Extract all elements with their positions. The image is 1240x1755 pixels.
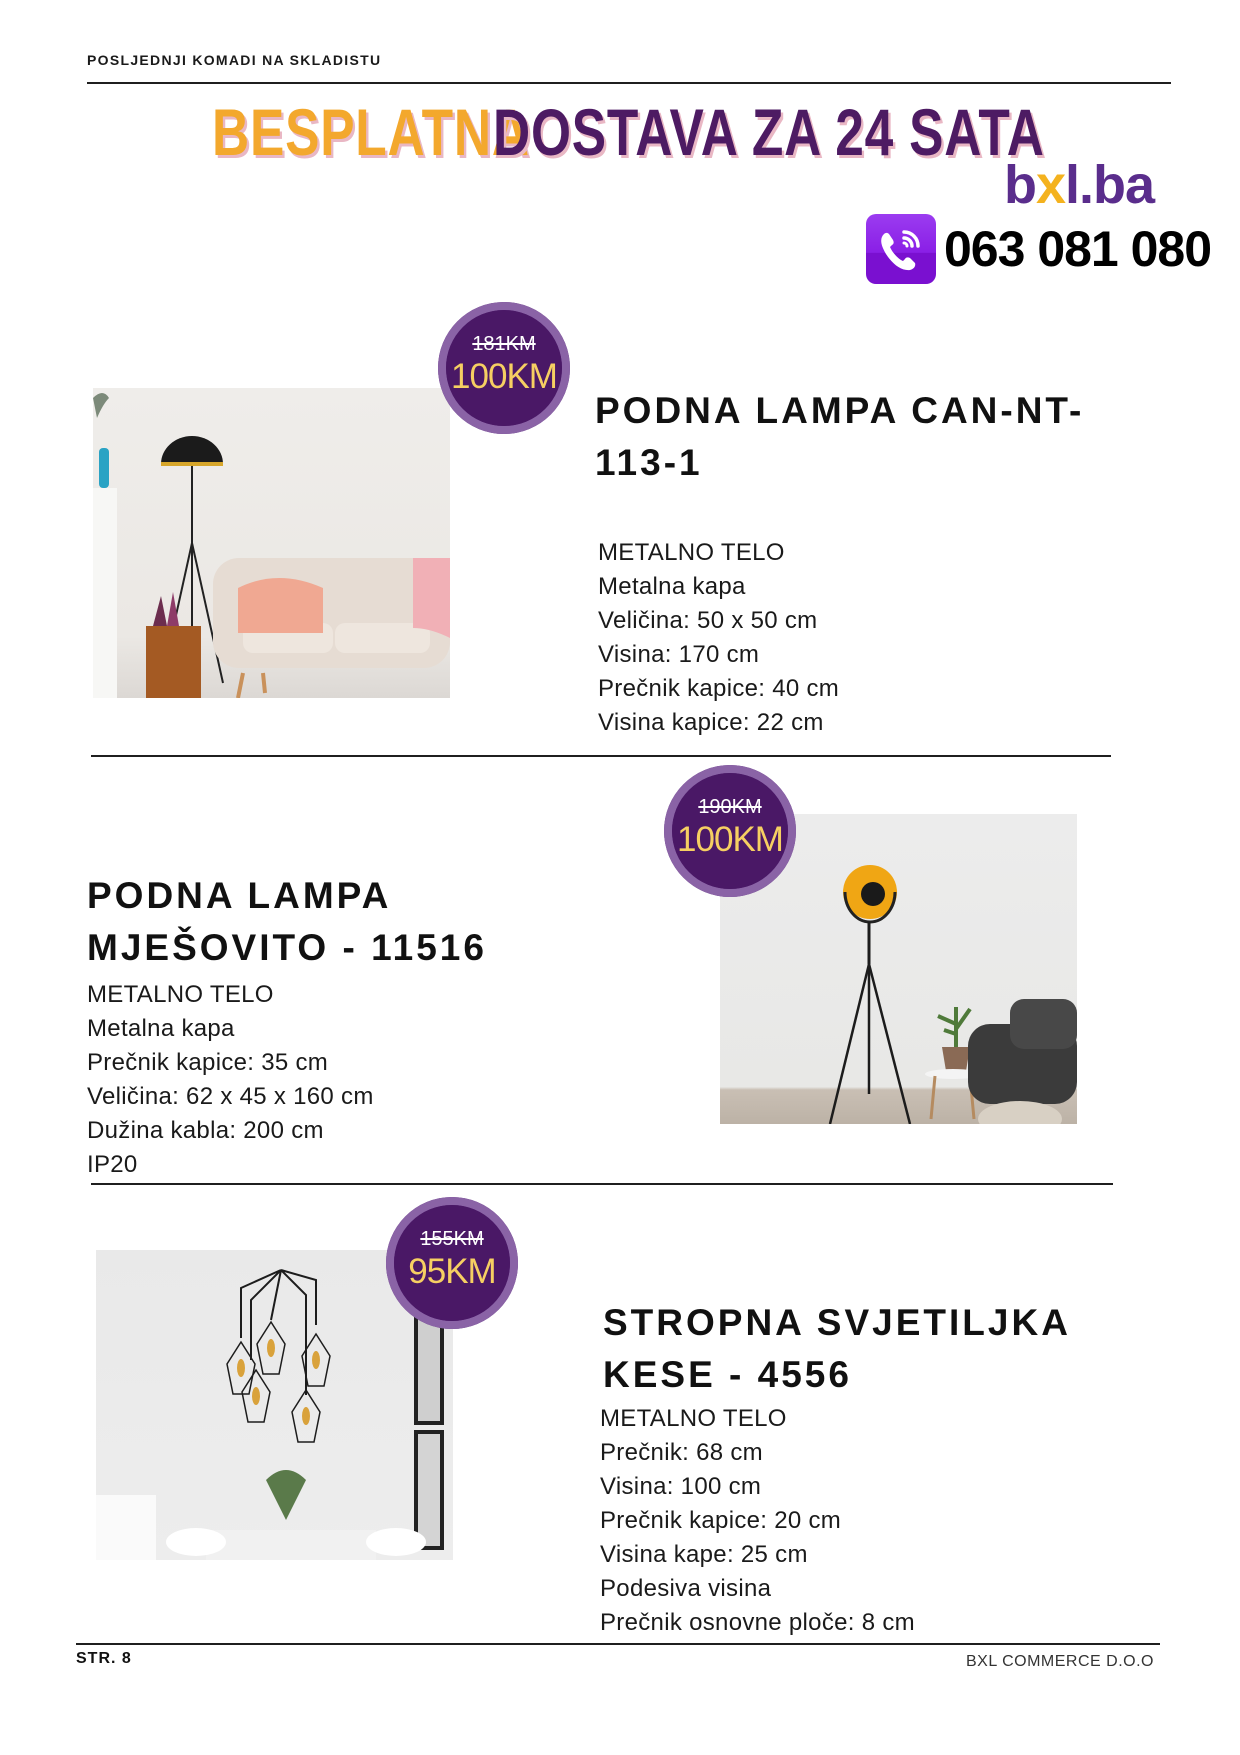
section-divider	[91, 755, 1111, 757]
spec-line: Prečnik kapice: 35 cm	[87, 1049, 329, 1076]
old-price: 190KM	[698, 796, 762, 818]
bxl-logo[interactable]	[1004, 155, 1154, 215]
product-2-specs	[87, 978, 374, 1182]
product-2-title	[87, 870, 587, 974]
logo-part: b	[1004, 155, 1036, 215]
floor-lamp-sofa-photo	[93, 388, 450, 698]
spec-line: Podesiva visina	[600, 1575, 772, 1602]
company-name: BXL COMMERCE D.O.O	[966, 1653, 1154, 1670]
header-label: POSLJEDNJI KOMADI NA SKLADISTU	[87, 52, 382, 68]
old-price: 155KM	[420, 1228, 484, 1250]
spec-line: Veličina: 50 x 50 cm	[598, 607, 818, 634]
banner-text-delivery: DOSTAVA ZA 24 SATA	[493, 95, 1045, 169]
title-line: MJEŠOVITO - 11516	[87, 927, 487, 968]
title-line: PODNA LAMPA	[87, 875, 392, 916]
new-price: 100KM	[451, 357, 557, 396]
title-line: 113-1	[595, 442, 703, 483]
spec-line: Veličina: 62 x 45 x 160 cm	[87, 1083, 374, 1110]
viber-phone-icon[interactable]	[866, 214, 936, 284]
spec-line: Visina: 100 cm	[600, 1473, 762, 1500]
page-number: STR. 8	[76, 1650, 132, 1667]
spec-line: Prečnik kapice: 40 cm	[598, 675, 840, 702]
new-price: 100KM	[677, 820, 783, 859]
spec-line: Visina: 170 cm	[598, 641, 760, 668]
title-line: KESE - 4556	[603, 1354, 852, 1395]
spec-line: Visina kapice: 22 cm	[598, 709, 824, 736]
logo-part: l.ba	[1065, 155, 1155, 215]
spec-line: Visina kape: 25 cm	[600, 1541, 808, 1568]
header-divider	[87, 82, 1171, 84]
product-1-specs	[598, 536, 839, 740]
spec-line: Dužina kabla: 200 cm	[87, 1117, 324, 1144]
old-price: 181KM	[472, 333, 536, 355]
title-line: PODNA LAMPA CAN-NT-	[595, 390, 1085, 431]
banner-text-free: BESPLATNA	[212, 95, 530, 169]
new-price: 95KM	[408, 1252, 496, 1291]
product-1-title	[595, 385, 1115, 489]
spec-line: METALNO TELO	[87, 981, 274, 1008]
title-line: STROPNA SVJETILJKA	[603, 1302, 1071, 1343]
section-divider	[91, 1183, 1113, 1185]
spec-line: Prečnik kapice: 20 cm	[600, 1507, 842, 1534]
logo-x: x	[1036, 155, 1066, 215]
product-3-title	[603, 1297, 1163, 1401]
price-badge-3	[386, 1197, 518, 1329]
spec-line: Metalna kapa	[598, 573, 746, 600]
phone-number[interactable]: 063 081 080	[944, 221, 1212, 277]
footer-divider	[76, 1643, 1160, 1645]
spec-line: Prečnik: 68 cm	[600, 1439, 763, 1466]
phone-handset-icon	[866, 214, 936, 284]
product-1-image	[93, 388, 450, 698]
price-badge-1	[438, 302, 570, 434]
spec-line: METALNO TELO	[598, 539, 785, 566]
product-3-specs	[600, 1402, 915, 1640]
spec-line: METALNO TELO	[600, 1405, 787, 1432]
spec-line: IP20	[87, 1151, 138, 1178]
spec-line: Prečnik osnovne ploče: 8 cm	[600, 1609, 915, 1636]
price-badge-2	[664, 765, 796, 897]
spec-line: Metalna kapa	[87, 1015, 235, 1042]
